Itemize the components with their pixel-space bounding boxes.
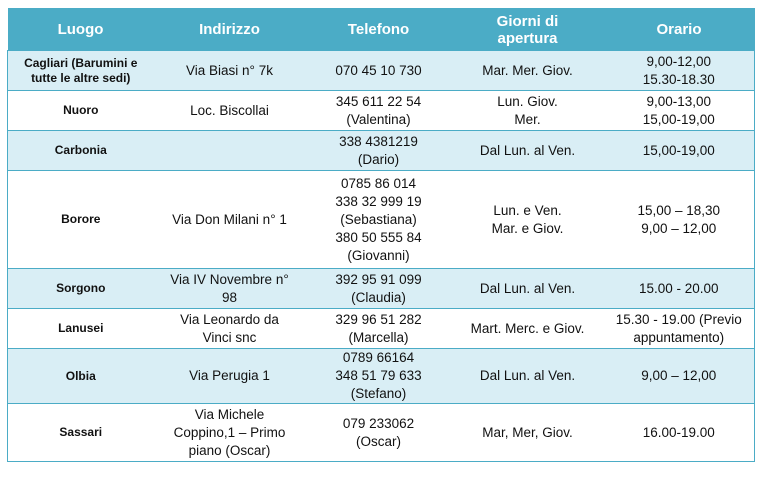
table-row [8, 404, 755, 462]
luogo-line: Borore [61, 212, 101, 226]
cell-indirizzo [154, 91, 306, 131]
header-orario: Orario [604, 9, 755, 51]
cell-indirizzo [154, 349, 306, 404]
telefono-line: (Giovanni) [347, 247, 410, 263]
cell-indirizzo [154, 269, 306, 309]
table-row [8, 131, 755, 171]
cell-indirizzo [154, 131, 306, 171]
indirizzo-line: Via Leonardo da [180, 311, 279, 327]
cell-luogo [8, 269, 154, 309]
orario-line: 15,00-19,00 [642, 142, 715, 158]
header-telefono: Telefono [306, 9, 452, 51]
cell-giorni [452, 51, 604, 91]
indirizzo-line: Via IV Novembre n° [170, 271, 289, 287]
telefono-line: 338 4381219 [339, 133, 418, 149]
indirizzo-line: Vinci snc [202, 329, 257, 345]
header-giorni [452, 9, 604, 51]
cell-luogo [8, 51, 154, 91]
cell-luogo [8, 349, 154, 404]
giorni-line: Lun. Giov. [497, 93, 558, 109]
cell-indirizzo [154, 171, 306, 269]
header-indirizzo: Indirizzo [154, 9, 306, 51]
luogo-line: Sorgono [56, 281, 106, 295]
luogo-line: tutte le altre sedi) [31, 70, 131, 85]
telefono-line: (Stefano) [350, 386, 407, 401]
telefono-line: 070 45 10 730 [335, 62, 422, 78]
cell-telefono [306, 131, 452, 171]
indirizzo-line: Via Michele [194, 406, 265, 422]
cell-indirizzo [154, 309, 306, 349]
telefono-line: (Oscar) [356, 433, 401, 449]
cell-giorni [452, 269, 604, 309]
cell-giorni [452, 91, 604, 131]
giorni-line: Mar, Mer, Giov. [482, 424, 573, 440]
cell-giorni [452, 349, 604, 404]
orario-line: 15,00 – 18,30 [637, 202, 721, 218]
telefono-line: (Dario) [357, 151, 400, 167]
cell-orario [604, 171, 755, 269]
cell-giorni [452, 131, 604, 171]
cell-luogo [8, 404, 154, 462]
cell-giorni [452, 309, 604, 349]
cell-telefono [306, 269, 452, 309]
giorni-line: Dal Lun. al Ven. [479, 280, 576, 296]
cell-luogo [8, 309, 154, 349]
cell-luogo [8, 91, 154, 131]
telefono-line: (Valentina) [346, 111, 411, 127]
sedi-table [7, 8, 755, 462]
orario-line: 15.30 - 19.00 (Previo [615, 311, 742, 327]
cell-orario [604, 269, 755, 309]
cell-telefono [306, 91, 452, 131]
orario-line: 9,00 – 12,00 [641, 368, 717, 383]
telefono-line: (Sebastiana) [340, 211, 417, 227]
table-row [8, 349, 755, 404]
orario-line: 16.00-19.00 [642, 424, 715, 440]
giorni-line: Mar. e Giov. [491, 220, 564, 236]
luogo-line: Carbonia [54, 143, 107, 157]
header-giorni-line: apertura [497, 29, 558, 47]
telefono-line: 0785 86 014 [340, 175, 417, 191]
telefono-line: 348 51 79 633 [335, 368, 422, 383]
telefono-line: 0789 66164 [342, 350, 415, 365]
telefono-line: 338 32 999 19 [335, 193, 422, 209]
giorni-line: Mer. [514, 111, 541, 127]
orario-line: 9,00 – 12,00 [641, 220, 717, 236]
indirizzo-line: Via Biasi n° 7k [186, 62, 273, 78]
orario-line: 9,00-12,00 [646, 53, 712, 69]
cell-telefono [306, 171, 452, 269]
telefono-line: 329 96 51 282 [335, 311, 422, 327]
orario-line: 15.30-18.30 [642, 71, 715, 87]
cell-giorni [452, 171, 604, 269]
luogo-line: Olbia [65, 368, 96, 383]
indirizzo-line: Coppino,1 – Primo [173, 424, 286, 440]
telefono-line: 079 233062 [342, 415, 415, 431]
cell-luogo [8, 171, 154, 269]
cell-indirizzo [154, 51, 306, 91]
header-row [8, 9, 755, 51]
cell-orario [604, 91, 755, 131]
luogo-line: Cagliari (Barumini e [24, 55, 138, 70]
luogo-line: Nuoro [63, 103, 99, 117]
cell-indirizzo [154, 404, 306, 462]
orario-line: 9,00-13,00 [646, 93, 712, 109]
table-row [8, 269, 755, 309]
orario-line: 15,00-19,00 [642, 111, 715, 127]
giorni-line: Dal Lun. al Ven. [479, 142, 576, 158]
cell-giorni [452, 404, 604, 462]
orario-line: 15.00 - 20.00 [638, 280, 719, 296]
header-giorni-line: Giorni di [496, 12, 559, 30]
telefono-line: (Claudia) [351, 289, 406, 305]
indirizzo-line: 98 [221, 289, 238, 305]
cell-orario [604, 309, 755, 349]
cell-telefono [306, 404, 452, 462]
indirizzo-line: piano (Oscar) [188, 442, 271, 458]
cell-telefono [306, 349, 452, 404]
orario-line: appuntamento) [633, 329, 725, 345]
cell-orario [604, 51, 755, 91]
table-row [8, 91, 755, 131]
telefono-line: 345 611 22 54 [335, 93, 422, 109]
cell-orario [604, 404, 755, 462]
indirizzo-line: Via Perugia 1 [189, 368, 270, 383]
telefono-line: 380 50 555 84 [335, 229, 422, 245]
indirizzo-line: Loc. Biscollai [190, 102, 269, 118]
telefono-line: 392 95 91 099 [335, 271, 422, 287]
giorni-line: Dal Lun. al Ven. [479, 368, 576, 383]
header-luogo: Luogo [8, 9, 154, 51]
cell-luogo [8, 131, 154, 171]
table-row [8, 51, 755, 91]
indirizzo-line: Via Don Milani n° 1 [172, 211, 287, 227]
cell-telefono [306, 309, 452, 349]
cell-telefono [306, 51, 452, 91]
telefono-line: (Marcella) [348, 329, 409, 345]
giorni-line: Lun. e Ven. [493, 202, 562, 218]
table-row [8, 309, 755, 349]
cell-orario [604, 349, 755, 404]
giorni-line: Mar. Mer. Giov. [482, 62, 573, 78]
table-row [8, 171, 755, 269]
cell-orario [604, 131, 755, 171]
luogo-line: Sassari [59, 425, 103, 439]
giorni-line: Mart. Merc. e Giov. [470, 320, 585, 336]
luogo-line: Lanusei [58, 321, 104, 335]
